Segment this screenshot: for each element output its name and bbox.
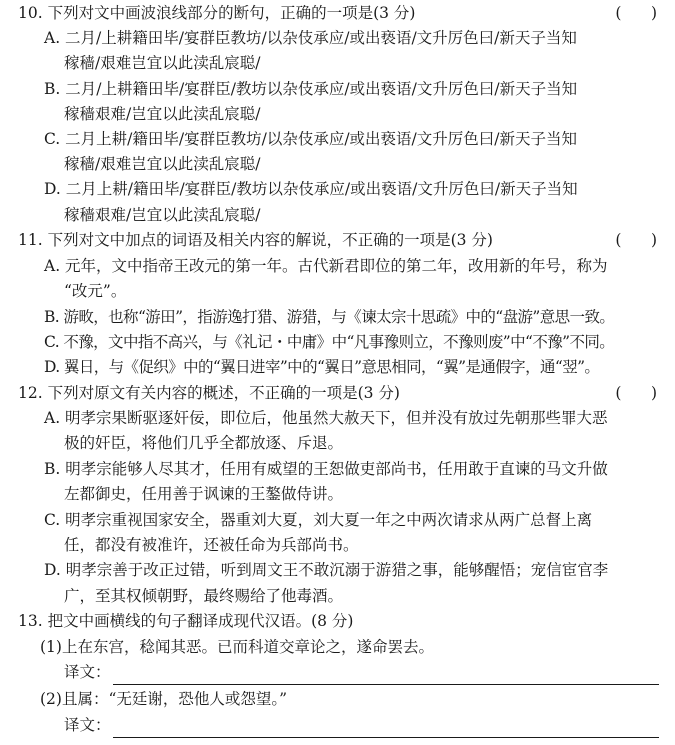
translation-label: 译文：: [64, 716, 111, 734]
answer-line[interactable]: [113, 666, 659, 685]
q12-option-c-cont: 任，都没有被准许，还被任命为兵部尚书。: [64, 536, 359, 554]
q12-option-b: B. 明孝宗能够人尽其才，任用有威望的王恕做吏部尚书，任用敢于直谏的马文升做: [44, 460, 608, 478]
q13-stem: 13. 把文中画横线的句子翻译成现代汉语。(8 分): [18, 612, 354, 630]
q12-option-a: A. 明孝宗果断驱逐奸佞，即位后，他虽然大赦天下，但并没有放过先朝那些罪大恶: [44, 409, 608, 427]
q11-answer-paren: ( ): [615, 231, 657, 249]
q10-option-b: B. 二月/上耕籍田毕/宴群臣/教坊以杂伎承应/或出亵语/文升厉色曰/新天子当知: [44, 80, 578, 98]
q11-option-a: A. 元年，文中指帝王改元的第一年。古代新君即位的第二年，改用新的年号，称为: [44, 257, 608, 275]
q12-answer-paren: ( ): [615, 384, 657, 402]
q13-sentence-1: (1)上在东宫，稔闻其恶。已而科道交章论之，遂命罢去。: [40, 638, 434, 656]
answer-line[interactable]: [113, 719, 659, 738]
q11-option-a-cont: “改元”。: [64, 282, 127, 300]
q10-option-c: C. 二月上耕/籍田毕/宴群臣教坊/以杂伎承应/或出亵语/文升厉色曰/新天子当知: [44, 130, 577, 148]
q12-option-a-cont: 极的奸臣，将他们几乎全都放逐、斥退。: [64, 434, 344, 452]
q11-option-d: D. 翼日，与《促织》中的“翼日进宰”中的“翼日”意思相同，“翼”是通假字，通“翌”。: [44, 358, 600, 376]
q12-option-c: C. 明孝宗重视国家安全，器重刘大夏，刘大夏一年之中两次请求从两广总督上离: [44, 511, 593, 529]
q11-option-b: B. 游畋，也称“游田”，指游逸打猎、游猎，与《谏太宗十思疏》中的“盘游”意思一致。: [44, 308, 615, 326]
q10-option-c-cont: 稼穑/艰难岂宜以此渎乱宸聪/: [64, 155, 261, 173]
q10-option-b-cont: 稼穑艰难/岂宜以此渎乱宸聪/: [64, 105, 261, 123]
q10-stem: 10. 下列对文中画波浪线部分的断句，正确的一项是(3 分): [18, 4, 416, 22]
q11-stem: 11. 下列对文中加点的词语及相关内容的解说，不正确的一项是(3 分): [18, 231, 493, 249]
translation-label: 译文：: [64, 663, 111, 681]
q10-option-a: A. 二月/上耕籍田毕/宴群臣教坊/以杂伎承应/或出亵语/文升厉色曰/新天子当知: [44, 29, 577, 47]
q13-answer-1[interactable]: [64, 659, 659, 685]
q13-answer-2[interactable]: [64, 712, 659, 738]
q10-option-a-cont: 稼穑/艰难岂宜以此渎乱宸聪/: [64, 54, 261, 72]
q10-option-d: D. 二月上耕/籍田毕/宴群臣/教坊以杂伎承应/或出亵语/文升厉色曰/新天子当知: [44, 180, 578, 198]
q10-answer-paren: ( ): [615, 4, 657, 22]
q12-option-b-cont: 左都御史，任用善于讽谏的王鏊做侍讲。: [64, 485, 344, 503]
q12-option-d-cont: 广，至其权倾朝野，最终赐给了他毒酒。: [64, 587, 344, 605]
q10-option-d-cont: 稼穑艰难/岂宜以此渎乱宸聪/: [64, 206, 261, 224]
q11-option-c: C. 不豫，文中指不高兴，与《礼记・中庸》中“凡事豫则立，不豫则废”中“不豫”不同。: [44, 333, 615, 351]
q13-sentence-2: (2)且属：“无廷谢，恐他人或怨望。”: [40, 690, 288, 708]
q12-option-d: D. 明孝宗善于改正过错，听到周文王不敢沉溺于游猎之事，能够醒悟；宠信宦官李: [44, 561, 609, 579]
q12-stem: 12. 下列对原文有关内容的概述，不正确的一项是(3 分): [18, 384, 400, 402]
